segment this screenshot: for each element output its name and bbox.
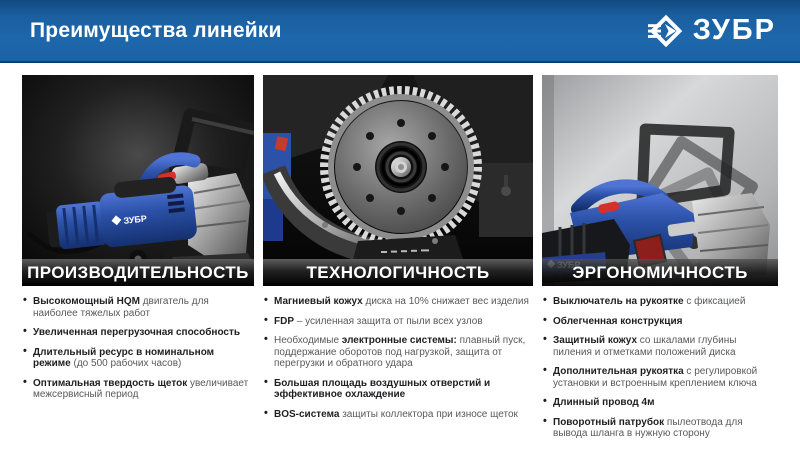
list-item: • FDP – усиленная защита от пыли всех узлов (263, 316, 532, 328)
brand-name: ЗУБР (692, 14, 776, 46)
bullet-list-performance (22, 296, 254, 409)
list-item: • BOS-система защиты коллектора при износе щеток (263, 409, 532, 421)
list-item: • Оптимальная твердость щеток увеличивает межсервисный период (22, 378, 254, 401)
list-item: • Необходимые электронные системы: плавный пуск, поддержание оборотов под нагрузкой, защита от перегрузки и обратного удара (263, 335, 532, 370)
column-performance (22, 75, 254, 448)
column-ergonomics (542, 75, 778, 448)
column-technology (263, 75, 533, 448)
list-item: • Выключатель на рукоятке с фиксацией (542, 296, 778, 308)
list-item: • Длительный ресурс в номинальном режиме (до 500 рабочих часов) (22, 347, 254, 370)
list-item: • Увеличенная перегрузочная способность (22, 327, 254, 339)
photo-technology (263, 75, 533, 286)
tool-logo-label: ЗУБР (122, 213, 148, 226)
list-item: • Длинный провод 4м (542, 397, 778, 409)
adjustable-handle-positions-image (542, 75, 778, 286)
banner-technology: ТЕХНОЛОГИЧНОСТЬ (263, 259, 533, 286)
list-item: • Поворотный патрубок пылеотвода для вывода шланга в нужную сторону (542, 417, 778, 440)
page-title: Преимущества линейки (30, 18, 282, 42)
list-item: • Дополнительная рукоятка с регулировкой установки и встроенным креплением ключа (542, 366, 778, 389)
photo-ergonomics (542, 75, 778, 286)
page-header (0, 0, 800, 63)
list-item: • Большая площадь воздушных отверстий и эффективное охлаждение (263, 378, 532, 401)
list-item: • Облегченная конструкция (542, 316, 778, 328)
diamond-disc-closeup-image (263, 75, 533, 286)
brand-logo (646, 11, 776, 51)
zubr-diamond-icon (646, 11, 686, 51)
content-columns (0, 63, 800, 448)
list-item: • Магниевый кожух диска на 10% снижает вес изделия (263, 296, 532, 308)
bullet-list-ergonomics (542, 296, 778, 448)
list-item: • Высокомощный HQM двигатель для наиболее тяжелых работ (22, 296, 254, 319)
bullet-list-technology (263, 296, 533, 428)
banner-ergonomics: ЭРГОНОМИЧНОСТЬ (542, 259, 778, 286)
wall-chaser-side-view-image (22, 75, 254, 286)
banner-performance: ПРОИЗВОДИТЕЛЬНОСТЬ (22, 259, 254, 286)
photo-performance (22, 75, 254, 286)
list-item: • Защитный кожух со шкалами глубины пиления и отметками положений диска (542, 335, 778, 358)
